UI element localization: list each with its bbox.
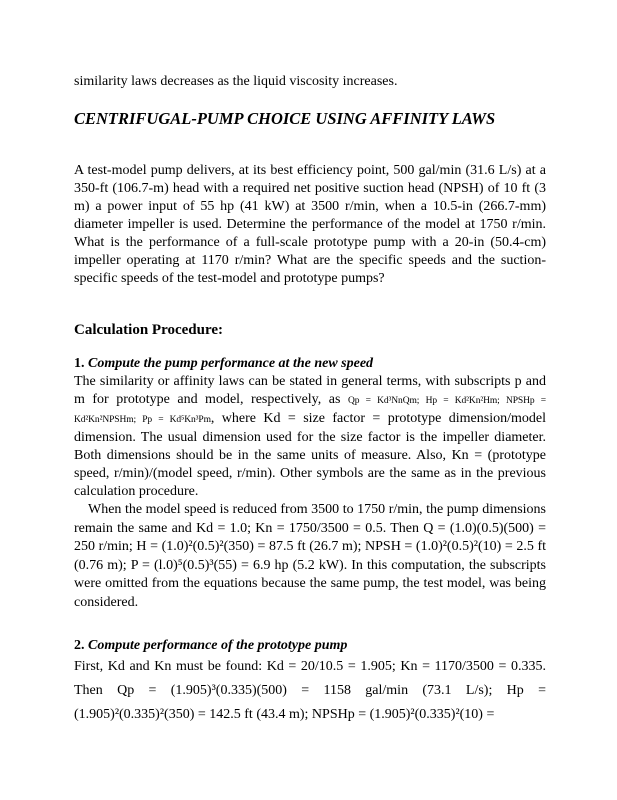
step-2-number: 2. [74, 638, 85, 653]
step-2-body: First, Kd and Kn must be found: Kd = 20/10.5 = 1.905; Kn = 1170/3500 = 0.335. Then Qp = (1.905)³(0.335)(500) = 1158 gal/min (73.1 L/s); Hp = (1.905)²(0.335)²(350) = 142.5 ft (43.4 m); NPSHp = (1.905)²(0.335)²(10) = [74, 659, 546, 722]
step-1 [74, 355, 546, 612]
affinity-equation: Qp = Kd³NnQm; Hp = Kd²Kn²Hm; NPSHp = Kd²Kn²NPSHm; Pp = Kd⁵Kn³Pm [74, 396, 547, 425]
step-1-heading [74, 355, 546, 373]
step-1-number: 1. [74, 356, 85, 371]
step-1-body [74, 373, 546, 501]
section-title: CENTRIFUGAL-PUMP CHOICE USING AFFINITY LAWS [74, 109, 496, 128]
step-1-title: Compute the pump performance at the new speed [88, 356, 374, 371]
step-1-text-a: The similarity or affinity laws can be stated in general terms, with subscripts p and m for prototype and model, respectively, as [74, 374, 546, 407]
step-1-text-b: , where Kd = size factor = prototype dimension/model dimension. The usual dimension used for the size factor is the impeller diameter. Both dimensions should be in the same units of measure. Also, Kn = (prototype speed, r/min)/(model speed, r/min). Other symbols are the same as in the previous calculation procedure. [74, 411, 546, 499]
intro-paragraph: similarity laws decreases as the liquid viscosity increases. [74, 74, 398, 89]
step-2 [74, 637, 546, 727]
calculation-heading: Calculation Procedure: [74, 322, 224, 338]
step-2-heading [74, 637, 546, 655]
problem-statement: A test-model pump delivers, at its best efficiency point, 500 gal/min (31.6 L/s) at a 350-ft (106.7-m) head with a required net positive suction head (NPSH) of 10 ft (3 m) a power input of 55 hp (41 kW) at 3500 r/min, when a 10.5-in (266.7-mm) diameter impeller is used. Determine the performance of the model at 1750 r/min. What is the performance of a full-scale prototype pump with a 20-in (50.4-cm) impeller operating at 1170 r/min? What are the specific speeds and the suction-specific speeds of the test-model and prototype pumps? [74, 163, 546, 286]
step-2-title: Compute performance of the prototype pump [88, 638, 348, 653]
step-1-paragraph-2: When the model speed is reduced from 3500 to 1750 r/min, the pump dimensions remain the same and Kd = 1.0; Kn = 1750/3500 = 0.5. Then Q = (1.0)(0.5)(500) = 250 r/min; H = (1.0)²(0.5)²(350) = 87.5 ft (26.7 m); NPSH = (1.0)²(0.5)²(10) = 2.5 ft (0.76 m); P = (l.0)⁵(0.5)³(55) = 6.9 hp (5.2 kW). In this computation, the subscripts were omitted from the equations because the same pump, the test model, was being considered. [74, 502, 546, 610]
